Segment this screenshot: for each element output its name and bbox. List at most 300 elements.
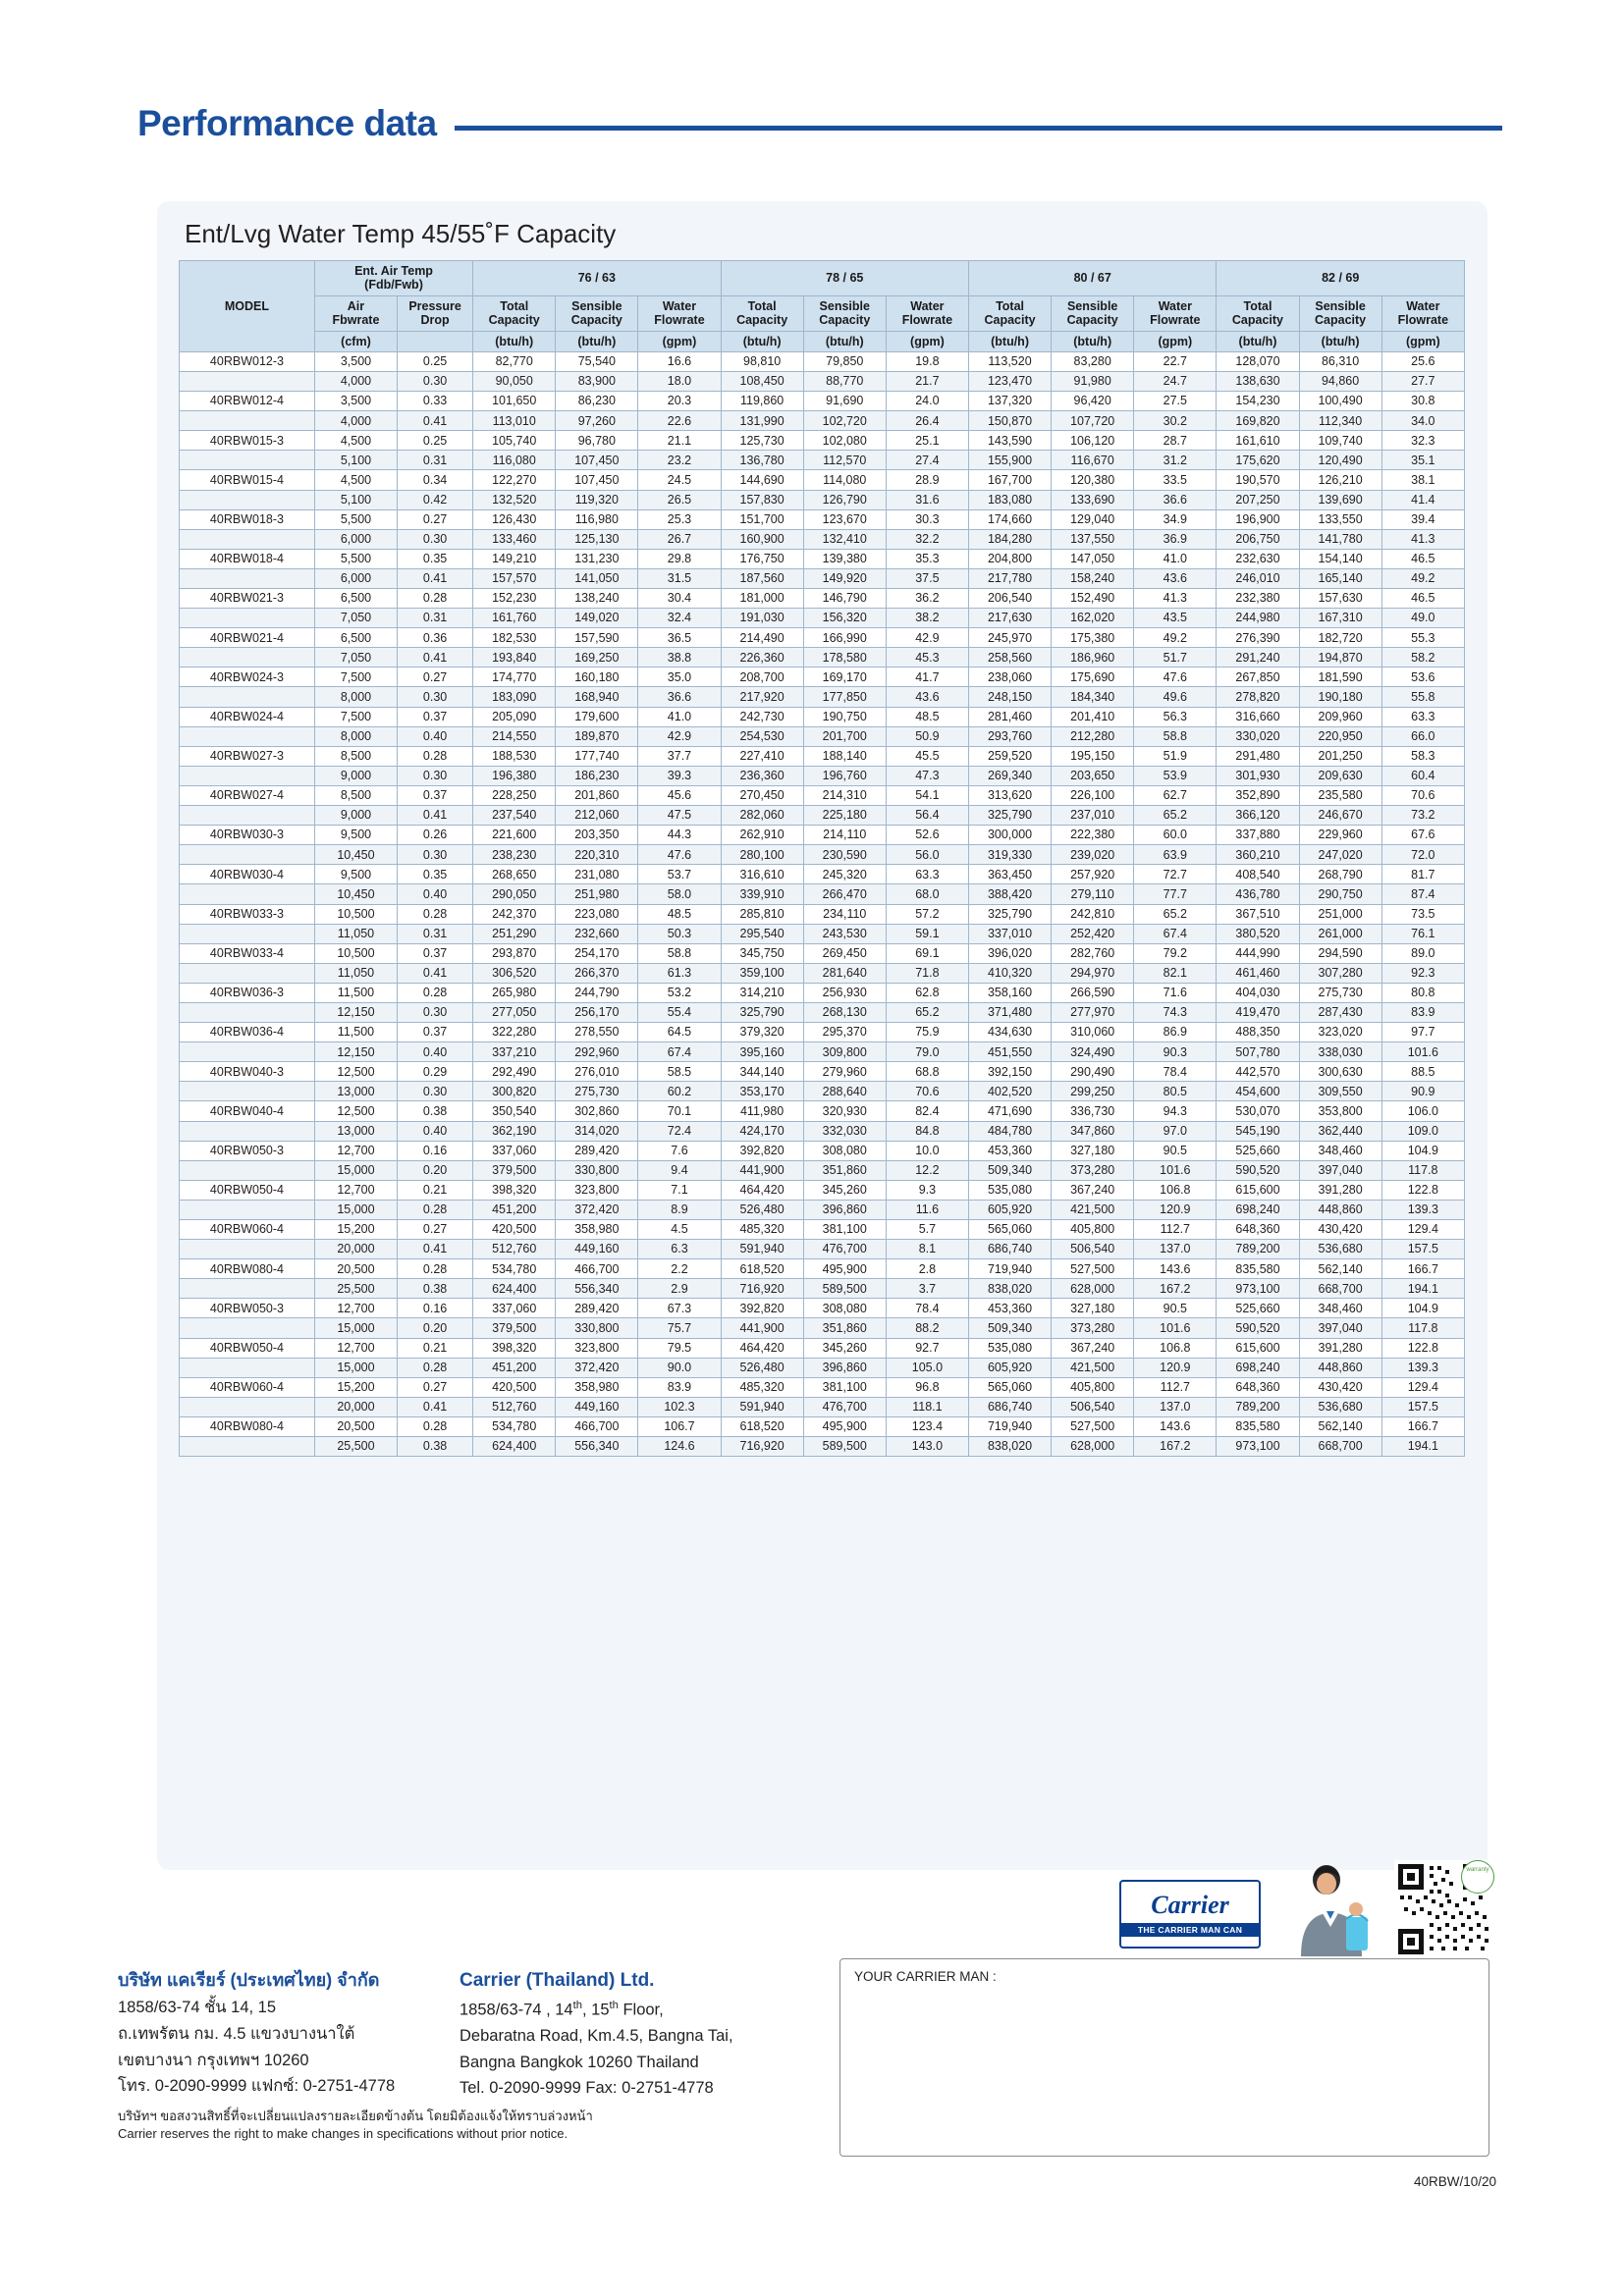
table-row bbox=[180, 746, 1465, 766]
cell-total-capacity: 217,780 bbox=[968, 568, 1051, 588]
cell-air-flowrate: 15,200 bbox=[314, 1377, 397, 1397]
cell-air-flowrate: 12,700 bbox=[314, 1180, 397, 1200]
cell-air-flowrate: 9,000 bbox=[314, 766, 397, 785]
table-row bbox=[180, 785, 1465, 805]
table-row bbox=[180, 609, 1465, 628]
lbl: Sensible bbox=[819, 298, 870, 313]
cell-air-flowrate: 15,000 bbox=[314, 1318, 397, 1338]
table-row bbox=[180, 766, 1465, 785]
cell-model: 40RBW024-4 bbox=[180, 707, 315, 726]
cell-sensible-capacity: 290,490 bbox=[1052, 1062, 1134, 1082]
cell-sensible-capacity: 257,920 bbox=[1052, 865, 1134, 884]
th-unit-cfm: (cfm) bbox=[314, 331, 397, 351]
cell-total-capacity: 789,200 bbox=[1217, 1397, 1299, 1416]
cell-pressure-drop: 0.31 bbox=[398, 451, 473, 470]
cell-air-flowrate: 3,500 bbox=[314, 392, 397, 411]
cell-water-flowrate: 62.7 bbox=[1134, 785, 1217, 805]
cell-total-capacity: 716,920 bbox=[721, 1279, 803, 1299]
cell-sensible-capacity: 276,010 bbox=[556, 1062, 638, 1082]
cell-pressure-drop: 0.21 bbox=[398, 1180, 473, 1200]
address-th-line3: เขตบางนา กรุงเทพฯ 10260 bbox=[118, 2051, 309, 2069]
cell-air-flowrate: 9,500 bbox=[314, 865, 397, 884]
table-row bbox=[180, 1180, 1465, 1200]
cell-water-flowrate: 39.3 bbox=[638, 766, 721, 785]
th-total-capacity-1 bbox=[473, 295, 556, 331]
cell-water-flowrate: 19.8 bbox=[886, 351, 968, 371]
cell-model: 40RBW024-3 bbox=[180, 667, 315, 687]
cell-water-flowrate: 27.5 bbox=[1134, 392, 1217, 411]
carrier-logo-tagline: THE CARRIER MAN CAN bbox=[1121, 1923, 1259, 1937]
cell-total-capacity: 345,750 bbox=[721, 943, 803, 963]
cell-sensible-capacity: 162,020 bbox=[1052, 609, 1134, 628]
table-row bbox=[180, 1437, 1465, 1457]
cell-sensible-capacity: 209,960 bbox=[1299, 707, 1381, 726]
cell-water-flowrate: 30.4 bbox=[638, 589, 721, 609]
cell-model bbox=[180, 490, 315, 509]
cell-sensible-capacity: 536,680 bbox=[1299, 1397, 1381, 1416]
table-row bbox=[180, 1279, 1465, 1299]
lbl: Water bbox=[1158, 298, 1192, 313]
cell-pressure-drop: 0.30 bbox=[398, 766, 473, 785]
cell-sensible-capacity: 178,580 bbox=[803, 648, 886, 667]
cell-model: 40RBW018-3 bbox=[180, 509, 315, 529]
th-unit-btu-7: (btu/h) bbox=[1217, 331, 1299, 351]
cell-total-capacity: 485,320 bbox=[721, 1220, 803, 1240]
cell-sensible-capacity: 244,790 bbox=[556, 983, 638, 1002]
cell-total-capacity: 488,350 bbox=[1217, 1023, 1299, 1042]
cell-total-capacity: 238,060 bbox=[968, 667, 1051, 687]
cell-water-flowrate: 21.7 bbox=[886, 371, 968, 391]
cell-total-capacity: 509,340 bbox=[968, 1318, 1051, 1338]
lbl: Capacity bbox=[819, 313, 871, 328]
cell-total-capacity: 157,830 bbox=[721, 490, 803, 509]
cell-sensible-capacity: 327,180 bbox=[1052, 1141, 1134, 1160]
cell-sensible-capacity: 97,260 bbox=[556, 411, 638, 431]
cell-total-capacity: 615,600 bbox=[1217, 1180, 1299, 1200]
cell-sensible-capacity: 234,110 bbox=[803, 904, 886, 924]
cell-air-flowrate: 11,050 bbox=[314, 924, 397, 943]
cell-sensible-capacity: 367,240 bbox=[1052, 1180, 1134, 1200]
cell-sensible-capacity: 237,010 bbox=[1052, 806, 1134, 826]
table-row bbox=[180, 568, 1465, 588]
address-th-line2: ถ.เทพรัตน กม. 4.5 แขวงบางนาใต้ bbox=[118, 2024, 355, 2043]
cell-total-capacity: 424,170 bbox=[721, 1121, 803, 1141]
cell-air-flowrate: 9,500 bbox=[314, 826, 397, 845]
cell-model: 40RBW033-3 bbox=[180, 904, 315, 924]
document-code: 40RBW/10/20 bbox=[1413, 2174, 1496, 2189]
cell-total-capacity: 113,010 bbox=[473, 411, 556, 431]
table-row bbox=[180, 707, 1465, 726]
cell-water-flowrate: 79.5 bbox=[638, 1338, 721, 1358]
cell-sensible-capacity: 289,420 bbox=[556, 1299, 638, 1318]
cell-total-capacity: 454,600 bbox=[1217, 1082, 1299, 1101]
cell-pressure-drop: 0.30 bbox=[398, 687, 473, 707]
cell-sensible-capacity: 114,080 bbox=[803, 470, 886, 490]
cell-total-capacity: 441,900 bbox=[721, 1318, 803, 1338]
cell-model: 40RBW036-3 bbox=[180, 983, 315, 1002]
th-unit-btu-1: (btu/h) bbox=[473, 331, 556, 351]
cell-sensible-capacity: 169,170 bbox=[803, 667, 886, 687]
cell-model bbox=[180, 1002, 315, 1022]
cell-pressure-drop: 0.30 bbox=[398, 845, 473, 865]
th-water-flowrate-1 bbox=[638, 295, 721, 331]
cell-sensible-capacity: 251,000 bbox=[1299, 904, 1381, 924]
cell-model bbox=[180, 411, 315, 431]
table-row bbox=[180, 451, 1465, 470]
cell-water-flowrate: 36.2 bbox=[886, 589, 968, 609]
cell-water-flowrate: 43.6 bbox=[1134, 568, 1217, 588]
cell-air-flowrate: 7,500 bbox=[314, 707, 397, 726]
cell-water-flowrate: 32.2 bbox=[886, 529, 968, 549]
cell-sensible-capacity: 222,380 bbox=[1052, 826, 1134, 845]
cell-sensible-capacity: 323,020 bbox=[1299, 1023, 1381, 1042]
address-en-line2: Debaratna Road, Km.4.5, Bangna Tai, bbox=[460, 2026, 733, 2045]
cell-air-flowrate: 4,500 bbox=[314, 470, 397, 490]
cell-water-flowrate: 7.1 bbox=[638, 1180, 721, 1200]
cell-sensible-capacity: 628,000 bbox=[1052, 1437, 1134, 1457]
cell-total-capacity: 204,800 bbox=[968, 549, 1051, 568]
cell-model bbox=[180, 451, 315, 470]
table-title: Ent/Lvg Water Temp 45/55˚F Capacity bbox=[185, 219, 617, 248]
cell-total-capacity: 248,150 bbox=[968, 687, 1051, 707]
cell-sensible-capacity: 323,800 bbox=[556, 1180, 638, 1200]
cell-total-capacity: 214,490 bbox=[721, 628, 803, 648]
cell-total-capacity: 157,570 bbox=[473, 568, 556, 588]
lbl: Capacity bbox=[488, 313, 540, 328]
cell-total-capacity: 618,520 bbox=[721, 1416, 803, 1436]
cell-total-capacity: 101,650 bbox=[473, 392, 556, 411]
cell-sensible-capacity: 126,790 bbox=[803, 490, 886, 509]
cell-water-flowrate: 139.3 bbox=[1381, 1200, 1464, 1219]
cell-water-flowrate: 30.8 bbox=[1381, 392, 1464, 411]
table-row bbox=[180, 1358, 1465, 1377]
cell-sensible-capacity: 201,860 bbox=[556, 785, 638, 805]
cell-water-flowrate: 60.4 bbox=[1381, 766, 1464, 785]
cell-water-flowrate: 36.6 bbox=[1134, 490, 1217, 509]
cell-air-flowrate: 25,500 bbox=[314, 1437, 397, 1457]
th-group-78-65: 78 / 65 bbox=[721, 261, 968, 296]
cell-total-capacity: 232,380 bbox=[1217, 589, 1299, 609]
cell-water-flowrate: 101.6 bbox=[1134, 1318, 1217, 1338]
cell-water-flowrate: 92.7 bbox=[886, 1338, 968, 1358]
cell-total-capacity: 196,900 bbox=[1217, 509, 1299, 529]
cell-total-capacity: 451,200 bbox=[473, 1200, 556, 1219]
cell-total-capacity: 380,520 bbox=[1217, 924, 1299, 943]
cell-water-flowrate: 117.8 bbox=[1381, 1318, 1464, 1338]
cell-total-capacity: 295,540 bbox=[721, 924, 803, 943]
cell-model bbox=[180, 1279, 315, 1299]
cell-sensible-capacity: 397,040 bbox=[1299, 1318, 1381, 1338]
qr-code[interactable] bbox=[1394, 1860, 1492, 1958]
cell-water-flowrate: 45.3 bbox=[886, 648, 968, 667]
cell-pressure-drop: 0.16 bbox=[398, 1141, 473, 1160]
cell-water-flowrate: 67.4 bbox=[638, 1042, 721, 1062]
cell-model bbox=[180, 1397, 315, 1416]
cell-water-flowrate: 43.6 bbox=[886, 687, 968, 707]
cell-model: 40RBW080-4 bbox=[180, 1416, 315, 1436]
cell-total-capacity: 379,320 bbox=[721, 1023, 803, 1042]
cell-sensible-capacity: 256,170 bbox=[556, 1002, 638, 1022]
cell-water-flowrate: 30.3 bbox=[886, 509, 968, 529]
th-ent-air-temp bbox=[314, 261, 472, 296]
cell-total-capacity: 379,500 bbox=[473, 1160, 556, 1180]
cell-model bbox=[180, 687, 315, 707]
cell-water-flowrate: 84.8 bbox=[886, 1121, 968, 1141]
table-row bbox=[180, 806, 1465, 826]
cell-water-flowrate: 37.7 bbox=[638, 746, 721, 766]
cell-total-capacity: 565,060 bbox=[968, 1220, 1051, 1240]
cell-sensible-capacity: 289,420 bbox=[556, 1141, 638, 1160]
lbl: Water bbox=[1406, 298, 1440, 313]
cell-total-capacity: 525,660 bbox=[1217, 1141, 1299, 1160]
cell-water-flowrate: 52.6 bbox=[886, 826, 968, 845]
cell-model: 40RBW027-3 bbox=[180, 746, 315, 766]
cell-total-capacity: 306,520 bbox=[473, 963, 556, 983]
cell-sensible-capacity: 448,860 bbox=[1299, 1200, 1381, 1219]
cell-sensible-capacity: 190,180 bbox=[1299, 687, 1381, 707]
cell-model: 40RBW030-3 bbox=[180, 826, 315, 845]
cell-water-flowrate: 78.4 bbox=[886, 1299, 968, 1318]
th-sensible-capacity-4 bbox=[1299, 295, 1381, 331]
warranty-badge: warranty bbox=[1461, 1860, 1494, 1894]
cell-water-flowrate: 6.3 bbox=[638, 1240, 721, 1259]
your-carrier-man-box[interactable] bbox=[839, 1958, 1489, 2157]
addr-sup2: th bbox=[609, 1999, 619, 2011]
cell-water-flowrate: 143.6 bbox=[1134, 1259, 1217, 1279]
cell-water-flowrate: 32.4 bbox=[638, 609, 721, 628]
cell-water-flowrate: 112.7 bbox=[1134, 1377, 1217, 1397]
cell-model: 40RBW015-3 bbox=[180, 431, 315, 451]
cell-water-flowrate: 70.6 bbox=[886, 1082, 968, 1101]
cell-sensible-capacity: 181,590 bbox=[1299, 667, 1381, 687]
cell-sensible-capacity: 668,700 bbox=[1299, 1279, 1381, 1299]
table-row bbox=[180, 1082, 1465, 1101]
cell-water-flowrate: 60.0 bbox=[1134, 826, 1217, 845]
cell-total-capacity: 125,730 bbox=[721, 431, 803, 451]
cell-sensible-capacity: 330,800 bbox=[556, 1318, 638, 1338]
cell-total-capacity: 392,820 bbox=[721, 1141, 803, 1160]
cell-sensible-capacity: 119,320 bbox=[556, 490, 638, 509]
cell-water-flowrate: 139.3 bbox=[1381, 1358, 1464, 1377]
lbl: Flowrate bbox=[1397, 313, 1449, 328]
cell-sensible-capacity: 421,500 bbox=[1052, 1358, 1134, 1377]
cell-total-capacity: 420,500 bbox=[473, 1220, 556, 1240]
cell-water-flowrate: 27.7 bbox=[1381, 371, 1464, 391]
cell-sensible-capacity: 225,180 bbox=[803, 806, 886, 826]
table-row bbox=[180, 431, 1465, 451]
cell-total-capacity: 221,600 bbox=[473, 826, 556, 845]
cell-pressure-drop: 0.30 bbox=[398, 1082, 473, 1101]
cell-sensible-capacity: 157,630 bbox=[1299, 589, 1381, 609]
cell-sensible-capacity: 300,630 bbox=[1299, 1062, 1381, 1082]
th-total-capacity-2 bbox=[721, 295, 803, 331]
cell-water-flowrate: 2.8 bbox=[886, 1259, 968, 1279]
cell-sensible-capacity: 235,580 bbox=[1299, 785, 1381, 805]
cell-water-flowrate: 47.5 bbox=[638, 806, 721, 826]
cell-water-flowrate: 53.2 bbox=[638, 983, 721, 1002]
table-row bbox=[180, 589, 1465, 609]
cell-total-capacity: 591,940 bbox=[721, 1397, 803, 1416]
cell-water-flowrate: 106.7 bbox=[638, 1416, 721, 1436]
cell-model: 40RBW033-4 bbox=[180, 943, 315, 963]
cell-water-flowrate: 41.4 bbox=[1381, 490, 1464, 509]
cell-sensible-capacity: 184,340 bbox=[1052, 687, 1134, 707]
cell-air-flowrate: 6,000 bbox=[314, 529, 397, 549]
cell-total-capacity: 214,550 bbox=[473, 726, 556, 746]
th-model: MODEL bbox=[180, 261, 315, 352]
cell-total-capacity: 193,840 bbox=[473, 648, 556, 667]
cell-total-capacity: 379,500 bbox=[473, 1318, 556, 1338]
cell-total-capacity: 838,020 bbox=[968, 1279, 1051, 1299]
cell-total-capacity: 138,630 bbox=[1217, 371, 1299, 391]
cell-air-flowrate: 4,000 bbox=[314, 371, 397, 391]
table-row bbox=[180, 1101, 1465, 1121]
cell-sensible-capacity: 421,500 bbox=[1052, 1200, 1134, 1219]
cell-total-capacity: 237,540 bbox=[473, 806, 556, 826]
cell-sensible-capacity: 430,420 bbox=[1299, 1377, 1381, 1397]
cell-pressure-drop: 0.30 bbox=[398, 1002, 473, 1022]
cell-pressure-drop: 0.31 bbox=[398, 609, 473, 628]
th-unit-pd bbox=[398, 331, 473, 351]
table-row bbox=[180, 845, 1465, 865]
cell-pressure-drop: 0.27 bbox=[398, 1377, 473, 1397]
cell-model bbox=[180, 766, 315, 785]
lbl: Sensible bbox=[1315, 298, 1366, 313]
cell-pressure-drop: 0.30 bbox=[398, 371, 473, 391]
cell-sensible-capacity: 182,720 bbox=[1299, 628, 1381, 648]
cell-water-flowrate: 23.2 bbox=[638, 451, 721, 470]
cell-water-flowrate: 66.0 bbox=[1381, 726, 1464, 746]
cell-sensible-capacity: 562,140 bbox=[1299, 1416, 1381, 1436]
cell-total-capacity: 398,320 bbox=[473, 1180, 556, 1200]
cell-total-capacity: 337,010 bbox=[968, 924, 1051, 943]
cell-pressure-drop: 0.28 bbox=[398, 1259, 473, 1279]
cell-total-capacity: 526,480 bbox=[721, 1200, 803, 1219]
cell-water-flowrate: 9.4 bbox=[638, 1160, 721, 1180]
cell-pressure-drop: 0.33 bbox=[398, 392, 473, 411]
cell-water-flowrate: 70.1 bbox=[638, 1101, 721, 1121]
cell-sensible-capacity: 177,850 bbox=[803, 687, 886, 707]
cell-water-flowrate: 73.2 bbox=[1381, 806, 1464, 826]
cell-sensible-capacity: 167,310 bbox=[1299, 609, 1381, 628]
cell-sensible-capacity: 269,450 bbox=[803, 943, 886, 963]
cell-pressure-drop: 0.37 bbox=[398, 785, 473, 805]
cell-sensible-capacity: 282,760 bbox=[1052, 943, 1134, 963]
lbl: Flowrate bbox=[1150, 313, 1201, 328]
cell-total-capacity: 187,560 bbox=[721, 568, 803, 588]
cell-model: 40RBW021-3 bbox=[180, 589, 315, 609]
cell-water-flowrate: 49.2 bbox=[1381, 568, 1464, 588]
cell-sensible-capacity: 266,470 bbox=[803, 884, 886, 904]
th-unit-gpm-2: (gpm) bbox=[886, 331, 968, 351]
cell-sensible-capacity: 91,690 bbox=[803, 392, 886, 411]
cell-sensible-capacity: 160,180 bbox=[556, 667, 638, 687]
cell-total-capacity: 411,980 bbox=[721, 1101, 803, 1121]
cell-total-capacity: 291,480 bbox=[1217, 746, 1299, 766]
cell-pressure-drop: 0.41 bbox=[398, 411, 473, 431]
cell-air-flowrate: 20,500 bbox=[314, 1259, 397, 1279]
cell-total-capacity: 451,550 bbox=[968, 1042, 1051, 1062]
cell-water-flowrate: 64.5 bbox=[638, 1023, 721, 1042]
cell-water-flowrate: 72.7 bbox=[1134, 865, 1217, 884]
cell-model bbox=[180, 1437, 315, 1457]
cell-air-flowrate: 10,500 bbox=[314, 904, 397, 924]
cell-sensible-capacity: 308,080 bbox=[803, 1141, 886, 1160]
carrier-man-illustration bbox=[1262, 1862, 1380, 1960]
cell-total-capacity: 267,850 bbox=[1217, 667, 1299, 687]
cell-total-capacity: 835,580 bbox=[1217, 1259, 1299, 1279]
cell-sensible-capacity: 281,640 bbox=[803, 963, 886, 983]
cell-sensible-capacity: 149,020 bbox=[556, 609, 638, 628]
th-sensible-capacity-2 bbox=[803, 295, 886, 331]
cell-sensible-capacity: 295,370 bbox=[803, 1023, 886, 1042]
cell-air-flowrate: 13,000 bbox=[314, 1121, 397, 1141]
cell-water-flowrate: 69.1 bbox=[886, 943, 968, 963]
cell-total-capacity: 176,750 bbox=[721, 549, 803, 568]
cell-total-capacity: 686,740 bbox=[968, 1397, 1051, 1416]
cell-total-capacity: 228,250 bbox=[473, 785, 556, 805]
cell-sensible-capacity: 138,240 bbox=[556, 589, 638, 609]
cell-total-capacity: 113,520 bbox=[968, 351, 1051, 371]
cell-total-capacity: 485,320 bbox=[721, 1377, 803, 1397]
cell-water-flowrate: 90.9 bbox=[1381, 1082, 1464, 1101]
cell-water-flowrate: 27.4 bbox=[886, 451, 968, 470]
cell-total-capacity: 206,540 bbox=[968, 589, 1051, 609]
cell-pressure-drop: 0.28 bbox=[398, 1200, 473, 1219]
cell-total-capacity: 207,250 bbox=[1217, 490, 1299, 509]
cell-water-flowrate: 35.3 bbox=[886, 549, 968, 568]
cell-total-capacity: 319,330 bbox=[968, 845, 1051, 865]
cell-water-flowrate: 25.6 bbox=[1381, 351, 1464, 371]
cell-water-flowrate: 118.1 bbox=[886, 1397, 968, 1416]
cell-water-flowrate: 97.7 bbox=[1381, 1023, 1464, 1042]
table-row bbox=[180, 549, 1465, 568]
cell-water-flowrate: 75.9 bbox=[886, 1023, 968, 1042]
cell-water-flowrate: 7.6 bbox=[638, 1141, 721, 1160]
cell-water-flowrate: 157.5 bbox=[1381, 1240, 1464, 1259]
cell-sensible-capacity: 405,800 bbox=[1052, 1220, 1134, 1240]
th-unit-btu-2: (btu/h) bbox=[556, 331, 638, 351]
cell-water-flowrate: 72.0 bbox=[1381, 845, 1464, 865]
cell-total-capacity: 245,970 bbox=[968, 628, 1051, 648]
cell-total-capacity: 116,080 bbox=[473, 451, 556, 470]
th-unit-btu-4: (btu/h) bbox=[803, 331, 886, 351]
cell-total-capacity: 292,490 bbox=[473, 1062, 556, 1082]
th-unit-btu-6: (btu/h) bbox=[1052, 331, 1134, 351]
cell-model: 40RBW027-4 bbox=[180, 785, 315, 805]
cell-sensible-capacity: 294,590 bbox=[1299, 943, 1381, 963]
cell-sensible-capacity: 107,450 bbox=[556, 470, 638, 490]
cell-sensible-capacity: 203,650 bbox=[1052, 766, 1134, 785]
cell-total-capacity: 534,780 bbox=[473, 1259, 556, 1279]
cell-total-capacity: 388,420 bbox=[968, 884, 1051, 904]
cell-model bbox=[180, 726, 315, 746]
cell-water-flowrate: 106.0 bbox=[1381, 1101, 1464, 1121]
cell-total-capacity: 268,650 bbox=[473, 865, 556, 884]
lbl: Sensible bbox=[1066, 298, 1118, 313]
cell-total-capacity: 392,150 bbox=[968, 1062, 1051, 1082]
table-row bbox=[180, 1160, 1465, 1180]
cell-water-flowrate: 2.2 bbox=[638, 1259, 721, 1279]
cell-total-capacity: 441,900 bbox=[721, 1160, 803, 1180]
th-group-82-69: 82 / 69 bbox=[1217, 261, 1465, 296]
cell-total-capacity: 565,060 bbox=[968, 1377, 1051, 1397]
cell-total-capacity: 133,460 bbox=[473, 529, 556, 549]
cell-total-capacity: 183,080 bbox=[968, 490, 1051, 509]
cell-water-flowrate: 51.9 bbox=[1134, 746, 1217, 766]
cell-total-capacity: 169,820 bbox=[1217, 411, 1299, 431]
cell-model bbox=[180, 609, 315, 628]
